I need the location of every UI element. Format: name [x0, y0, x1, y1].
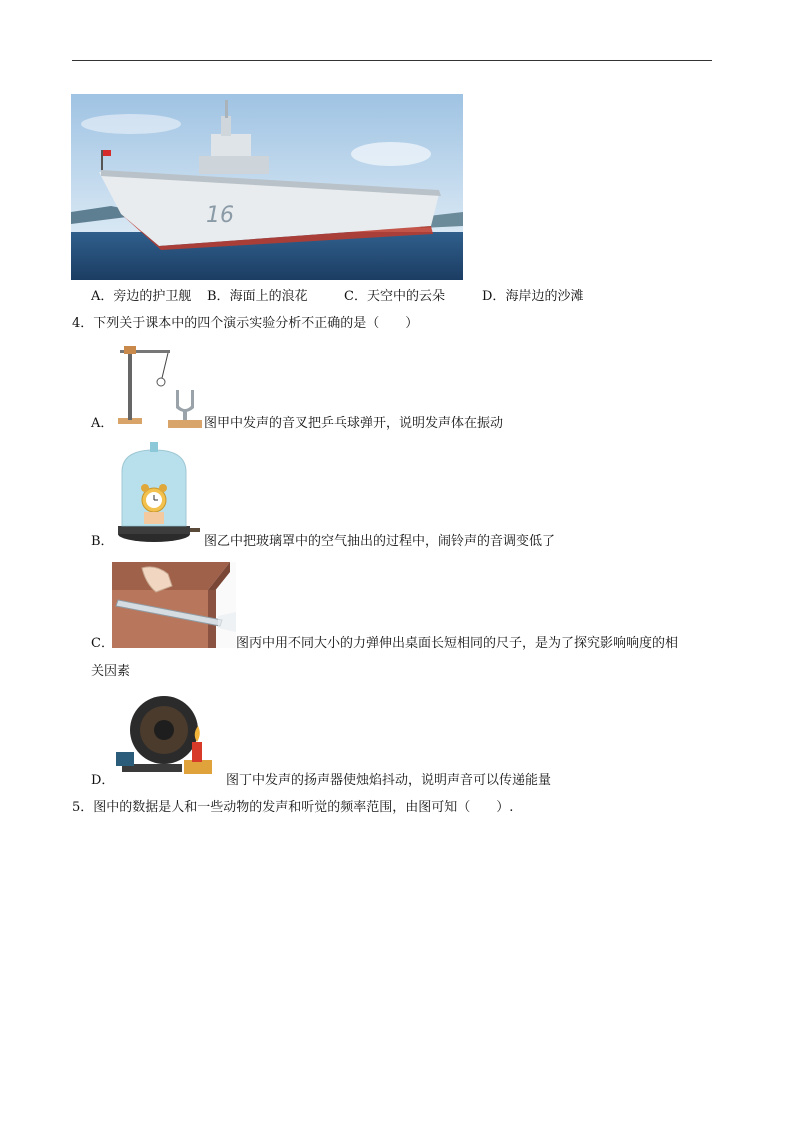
q3-option-d-text: 海岸边的沙滩 — [505, 289, 584, 304]
q3-option-c-text: 天空中的云朵 — [366, 289, 445, 304]
ruler-table-figure — [112, 562, 236, 648]
q5-stem-text: 图中的数据是人和一些动物的发声和听觉的频率范围，由图可知（ ）. — [93, 800, 514, 815]
q4-number: 4． — [72, 316, 94, 331]
q3-option-b-text: 海面上的浪花 — [229, 289, 308, 304]
q3-option-d — [482, 288, 583, 306]
header-rule — [72, 60, 712, 61]
q3-option-b-letter: B． — [207, 289, 230, 304]
q4-option-c-letter: C． — [91, 636, 114, 651]
q4-option-d-letter: D． — [91, 773, 115, 788]
q4-stem-text: 下列关于课本中的四个演示实验分析不正确的是（ ） — [93, 316, 419, 331]
q3-option-c — [344, 288, 445, 306]
q4-option-c-text-cont: 关因素 — [91, 664, 131, 679]
q5-number: 5． — [72, 800, 94, 815]
q5-stem — [72, 799, 513, 817]
q3-option-a — [91, 288, 191, 306]
q3-option-c-letter: C． — [344, 289, 367, 304]
q4-option-c — [91, 635, 114, 653]
q3-option-d-letter: D． — [482, 289, 506, 304]
q4-option-c-text: 图丙中用不同大小的力弹伸出桌面长短相同的尺子，是为了探究影响响度的相 — [236, 636, 679, 651]
bell-jar-figure — [112, 442, 202, 546]
q4-option-b — [91, 533, 114, 551]
q3-option-a-text: 旁边的护卫舰 — [113, 289, 192, 304]
q4-option-b-letter: B． — [91, 534, 114, 549]
aircraft-carrier-photo — [71, 94, 463, 280]
q4-option-d-text: 图丁中发声的扬声器使烛焰抖动，说明声音可以传递能量 — [226, 773, 552, 788]
svg-text:16: 16 — [206, 203, 234, 228]
speaker-candle-figure — [112, 690, 220, 782]
q4-option-a-letter: A． — [91, 416, 114, 431]
q4-option-a — [91, 415, 113, 433]
q3-option-a-letter: A． — [91, 289, 114, 304]
q4-stem — [72, 315, 418, 333]
q4-option-d — [91, 772, 114, 790]
q4-option-a-text: 图甲中发声的音叉把乒乓球弹开，说明发声体在振动 — [204, 416, 504, 431]
tuning-fork-figure — [112, 342, 204, 432]
q3-option-b — [207, 288, 308, 306]
q4-option-b-text: 图乙中把玻璃罩中的空气抽出的过程中，闹铃声的音调变低了 — [204, 534, 556, 549]
